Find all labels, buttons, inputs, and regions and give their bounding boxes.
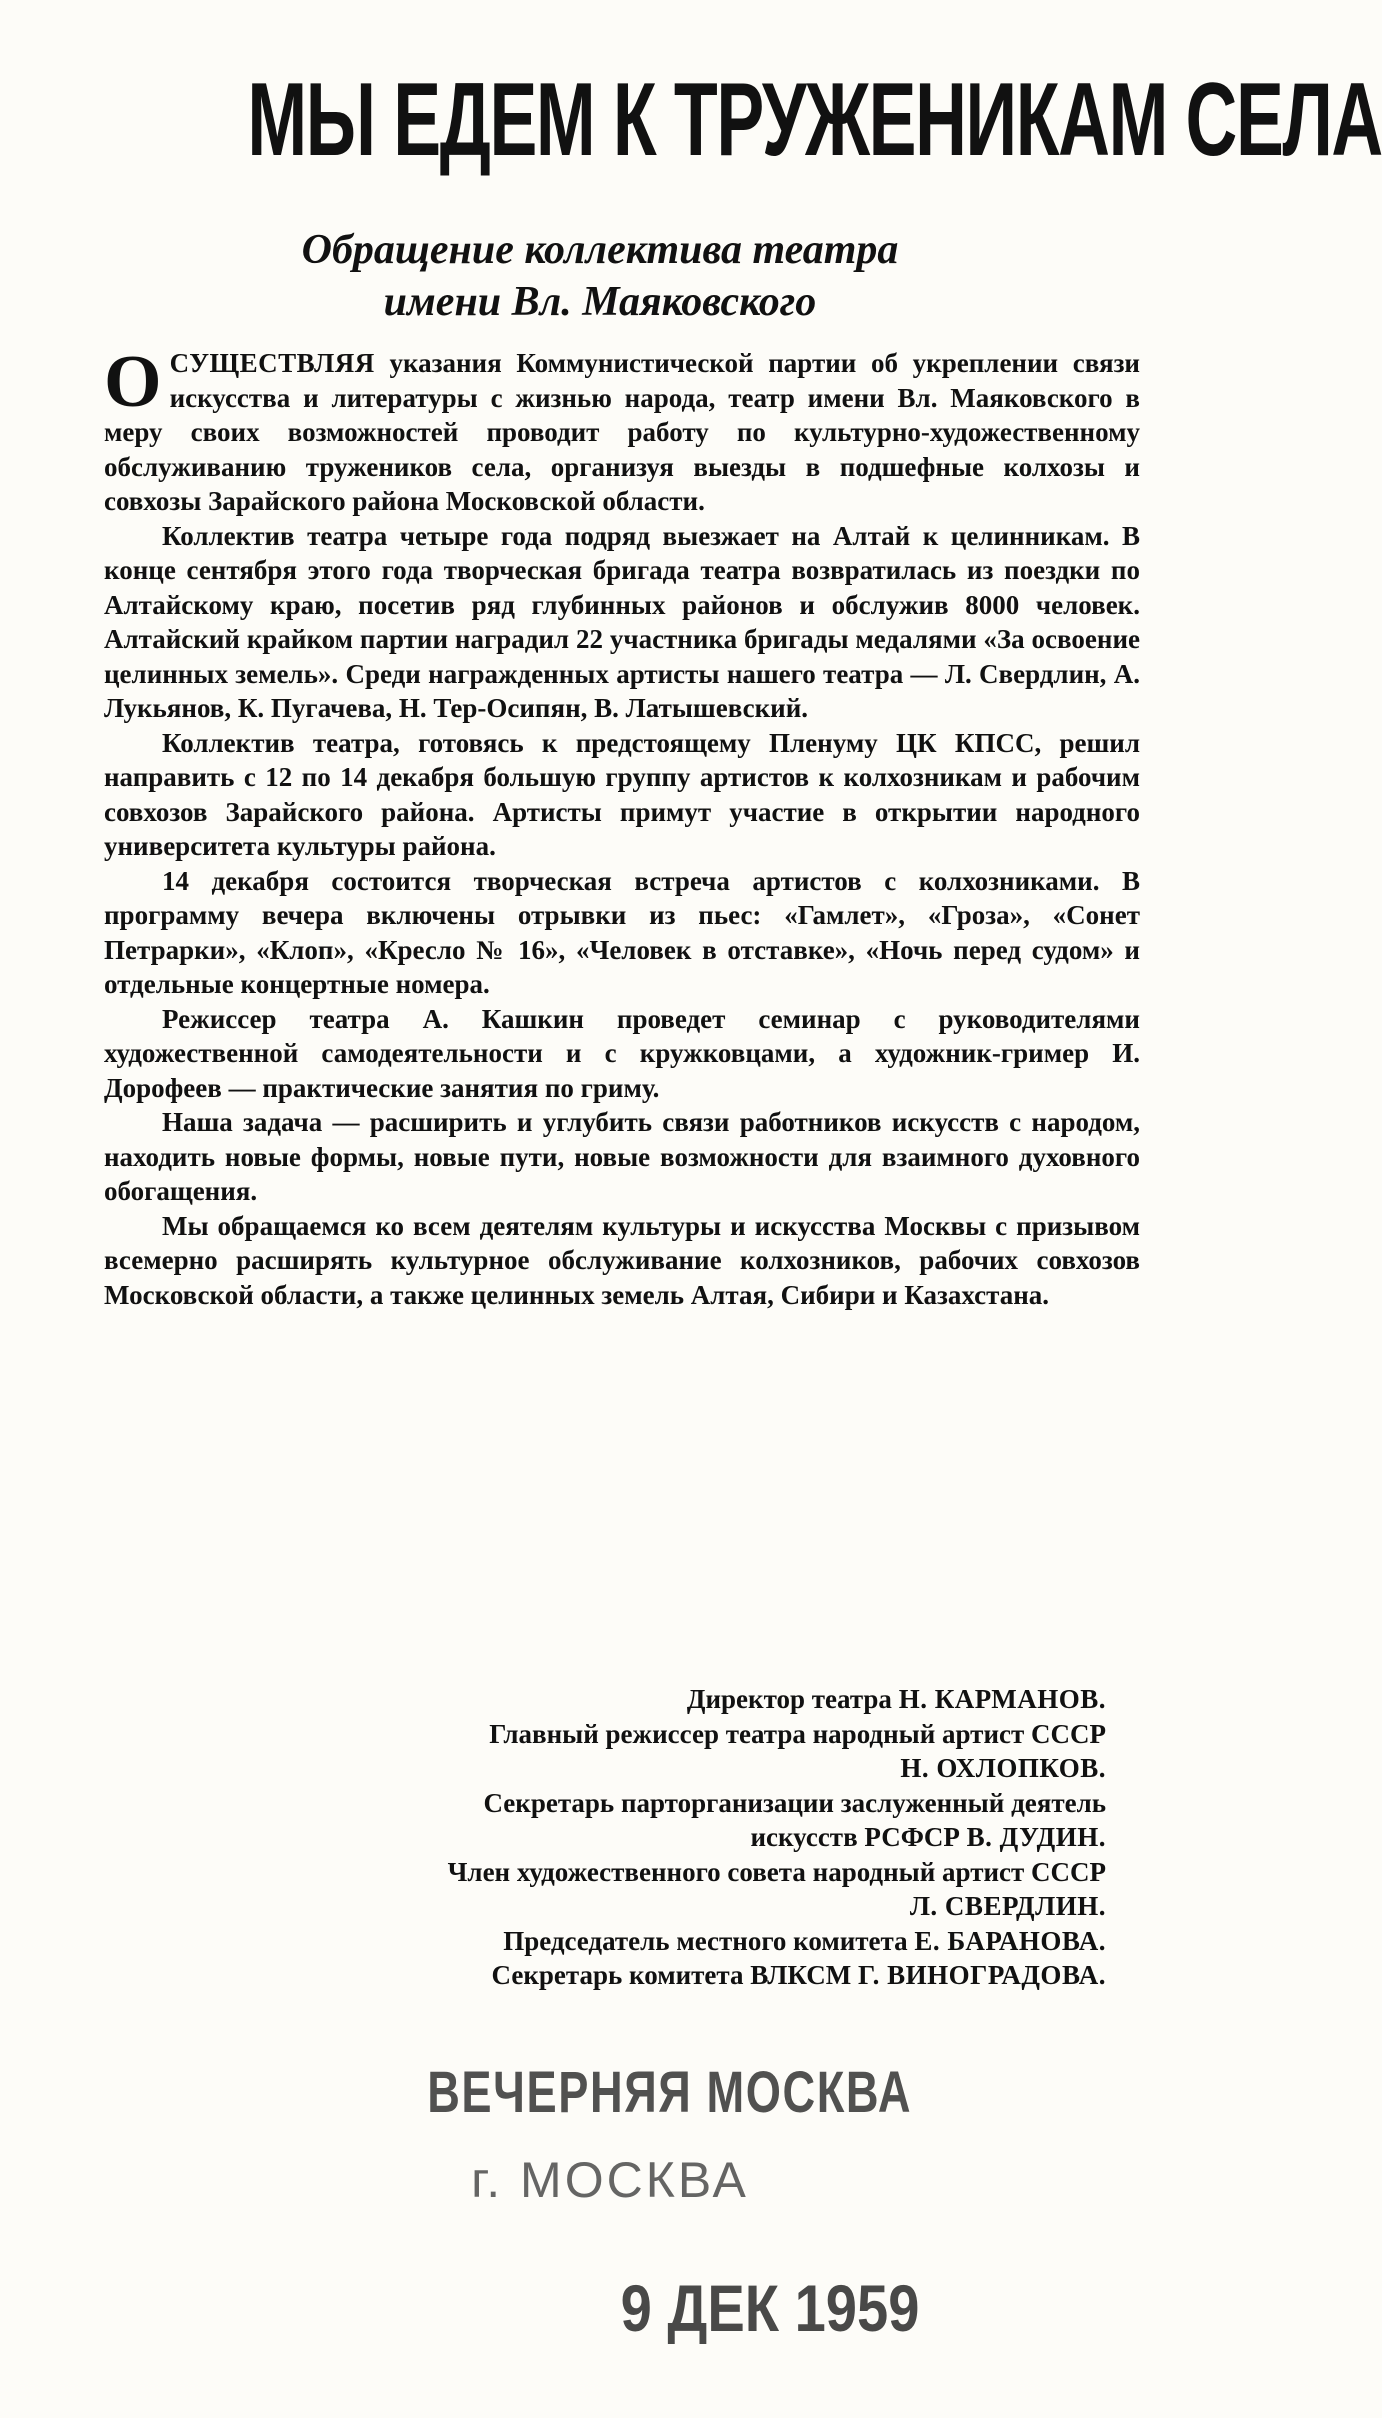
- signature-name: Н. КАРМАНОВ.: [898, 1684, 1106, 1714]
- paragraph-3: Коллектив театра, готовясь к предстоящему Пленуму ЦК КПСС, решил направить с 12 по 14 декабря большую группу артистов к колхозникам и рабочим совхозов Зарайского района. Артисты примут участие в открытии народного университета культуры района.: [104, 727, 1140, 861]
- paragraph-6: Наша задача — расширить и углубить связи работников искусств с народом, находить новые формы, новые пути, новые возможности для взаимного духовного обогащения.: [104, 1107, 1140, 1206]
- stamp-date: 9 ДЕК 1959: [620, 2271, 920, 2345]
- drop-cap: О: [104, 341, 162, 423]
- lead-word: СУЩЕСТВЛЯЯ: [169, 348, 375, 378]
- stamp-newspaper-name: ВЕЧЕРНЯЯ МОСКВА: [427, 2060, 913, 2125]
- subtitle-line-2: имени Вл. Маяковского: [383, 279, 817, 325]
- article-body: [104, 341, 1140, 1312]
- signature-title: Директор театра: [686, 1684, 899, 1714]
- signature-party-secretary-title: Секретарь парторганизации заслуженный деятель: [483, 1787, 1106, 1818]
- headline: МЫ ЕДЕМ К ТРУЖЕНИКАМ СЕЛА: [247, 62, 1382, 178]
- paragraph-5: Режиссер театра А. Кашкин проведет семинар с руководителями художественной самодеятельности и с кружковцами, а художник-гример И. Дорофеев — практические занятия по гриму.: [104, 1003, 1140, 1103]
- signature-komsomol: [104, 1958, 1106, 1993]
- paragraph-4: 14 декабря состоится творческая встреча артистов с колхозниками. В программу вечера включены отрывки из пьес: «Гамлет», «Гроза», «Сонет Петрарки», «Клоп», «Кресло № 16», «Человек в отставке», «Ночь перед судом» и отдельные концертные номера.: [104, 865, 1140, 999]
- signature-title: Секретарь комитета ВЛКСМ: [491, 1960, 858, 1990]
- signature-title: Председатель местного комитета: [503, 1925, 915, 1956]
- signature-name: Е. БАРАНОВА.: [914, 1925, 1106, 1956]
- paragraph-1: [104, 341, 1140, 519]
- subtitle-line-1: Обращение коллектива театра: [301, 227, 899, 273]
- signature-name: В. ДУДИН.: [966, 1822, 1106, 1852]
- signature-party-secretary: [104, 1820, 1106, 1855]
- signature-local-committee: [104, 1924, 1106, 1959]
- signature-art-council-name: Л. СВЕРДЛИН.: [909, 1891, 1106, 1921]
- paragraph-7: Мы обращаемся ко всем деятелям культуры и искусства Москвы с призывом всемерно расширять культурное обслуживание колхозников, рабочих совхозов Московской области, а также целинных земель Алтая, Сибири и Казахстана.: [104, 1210, 1140, 1310]
- subtitle: [120, 224, 1080, 328]
- signatures: [104, 1682, 1106, 1993]
- signature-chief-director-title: Главный режиссер театра народный артист СССР: [489, 1718, 1106, 1749]
- paragraph-2: Коллектив театра четыре года подряд выезжает на Алтай к целинникам. В конце сентября этого года творческая бригада театра возвратилась из поездки по Алтайскому краю, посетив ряд глубинных районов и обслужив 8000 человек. Алтайский крайком партии наградил 22 участника бригады медалями «За освоение целинных земель». Среди награжденных артисты нашего театра — Л. Свердлин, А. Лукьянов, К. Пугачева, Н. Тер-Осипян, В. Латышевский.: [104, 520, 1140, 723]
- signature-chief-director-name: Н. ОХЛОПКОВ.: [900, 1753, 1106, 1783]
- signature-name: Г. ВИНОГРАДОВА.: [858, 1960, 1106, 1990]
- paragraph-1-text: указания Коммунистической партии об укреплении связи искусства и литературы с жизнью народа, театр имени Вл. Маяковского в меру своих возможностей проводит работу по культурно-художественному обслуживанию тружеников села, организуя выезды в подшефные колхозы и совхозы Зарайского района Московской области.: [104, 348, 1140, 516]
- signature-art-council-title: Член художественного совета народный артист СССР: [447, 1856, 1106, 1887]
- stamp-city: г. МОСКВА: [471, 2152, 749, 2208]
- signature-director: [104, 1682, 1106, 1717]
- signature-title: искусств РСФСР: [750, 1822, 967, 1852]
